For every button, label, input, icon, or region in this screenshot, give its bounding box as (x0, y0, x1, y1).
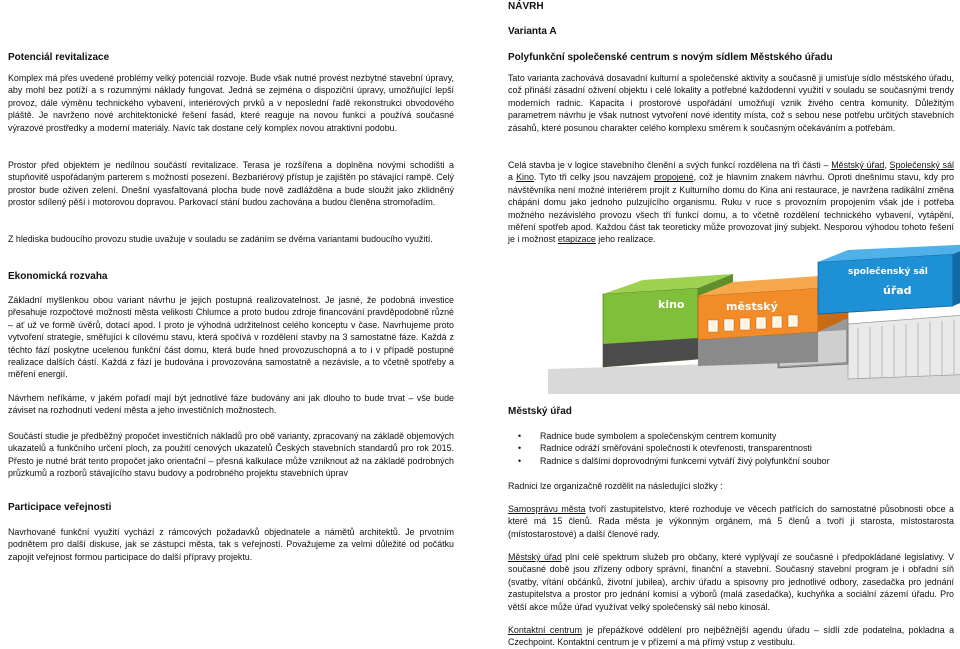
paragraph-participace: Navrhované funkční využití vychází z rámcových požadavků objednatele a námětů architektů. Je prvotním podnětem pro další diskuse, jak se zástupci města, tak s veřejností. Považujeme za velmi důležité od počátku zapojit veřejnost formou participace do další přípravy projektu. (8, 527, 454, 562)
paragraph-prostor: Prostor před objektem je nedílnou součástí revitalizace. Terasa je rozšířena a doplněna novými schodišti a stupňovitě uspořádaným parterem s možností posezení. Bezbariérový přístup je zajištěn po stávající rampě. Celý prostor bude oživen zelení. Dnešní vyasfaltovaná plocha bude nově zadlážděna a bude sloužit jako zklidněný prostor sdílený pěší i motorovou dopravou. Parkovací stání budou zachována a budou členěna stromořadím. (8, 160, 454, 208)
label-urad: úřad (883, 284, 912, 297)
label-kino: kino (658, 298, 685, 311)
paragraph-urad: Městský úřad plní celé spektrum služeb pro občany, které vyplývají ze současné i předpokládané legislativy. V současné době jsou zřízeny odbory správní, finanční a stavební. Současný stavební program je i obřadní síň (svatby, vítání občánků, životní jubilea), archiv úřadu a spisovny pro jednotlivé odbory, zasedačka pro jednání zastupitelstva a prostor pro jednání komisí a výborů (malá zasedačka), kuchyňka a sociální zázemí úřadu. Pro větší akce může úřad využívat velký společenský sál nebo kinosál. (508, 552, 954, 612)
paragraph-varianty: Z hlediska budoucího provozu studie uvažuje v souladu se zadáním se dvěma variantami budoucího využití. (8, 234, 433, 244)
heading-varianta: Varianta A (508, 26, 557, 37)
bullet-list (508, 430, 960, 467)
heading-participace: Participace veřejnosti (8, 502, 112, 513)
paragraph-potencial: Komplex má přes uvedené problémy velký potenciál rozvoje. Bude však nutné provést nezbytné stavební úpravy, aby mohl bez potíží a s rozumnými náklady fungovat. Jedná se zejména o dispoziční úpravy, umožňující lepší provoz, dále výměnu technického vybavení, interiérových prvků a v neposlední řadě rekonstrukci obvodového pláště. Je navrženo nové architektonické řešení fasád, které reaguje na novou funkci a používá současné výrazové prostředky a moderní materiály. Navíc tak dostane celý komplex novou atraktivní podobu. (8, 73, 454, 133)
label-spolecensky-sal: společenský sál (848, 267, 928, 277)
paragraph-varianta-a: Tato varianta zachovává dosavadní kulturní a společenské aktivity a současně ji umisťuje sídlo městského úřadu, což přináší zásadní oživení objektu i celé lokality a potřebné každodenní využití v souladu se současnými trendy moderních radnic. Kapacita i prostorové uspořádání umožňují vznik živého centra komunity. Důležitým parametrem návrhu je však nutnost vytvoření nové identity místa, což s sebou nese potřebu určitých stavebních zásahů, které posunou charakter celého komplexu směrem k současným očekáváním a potřebám. (508, 73, 954, 133)
list-item: • Radnice s dalšími doprovodnými funkcemi vytváří živý polyfunkční soubor (540, 455, 960, 467)
heading-navrh: NÁVRH (508, 1, 544, 12)
paragraph-kontaktni-centrum: Kontaktní centrum je přepážkové oddělení pro nejběžnější agendu úřadu – sídlí zde podatelna, pokladna a Czechpoint. Kontaktní centrum je v přízemí a má přímý vstup z vestibulu. (508, 625, 955, 648)
building-illustration (548, 244, 960, 394)
heading-polyfunkcni: Polyfunkční společenské centrum s novým sídlem Městského úřadu (508, 52, 833, 63)
heading-potencial: Potenciál revitalizace (8, 52, 110, 63)
paragraph-cela-stavba: Celá stavba je v logice stavebního členění a svých funkcí rozdělena na tři části – Městský úřad, Společenský sál a Kino. Tyto tři celky jsou navzájem propojené, což je hlavním znakem návrhu. Oproti dnešnímu stavu, kdy pro návštěvníka není možné interiérem projít z Kulturního domu do Kina ani restaurace, je navržena radikální změna chápání domu jako jednoho pulzujícího organismu. Ruku v ruce s provozním propojením však jde i potřeba možného nezávislého provozu všech tří funkcí domu, a to včetně rozdělení technického vybavení, vytápění, měření spotřeb apod. Každou část tak teoreticky může provozovat jiný subjekt. Nesporou výhodou tohoto řešení je i možnost etapizace jeho realizace. (508, 160, 954, 245)
list-item: • Radnice odráží směřování společnosti k otevřenosti, transparentnosti (540, 442, 960, 454)
paragraph-samosprava: Samosprávu města tvoří zastupitelstvo, které rozhoduje ve věcech patřících do samostatné působnosti obce a které má 15 členů. Rada města je výkonným orgánem, má 5 členů a tvoří ji starosta, místostarosta (místostarostové) a další členové rady. (508, 504, 954, 539)
paragraph-ekonomicka: Základní myšlenkou obou variant návrhu je jejich postupná realizovatelnost. Je jasné, že podobná investice přesahuje rozpočtové možnosti města velikosti Chlumce a proto budou zdroje financování pravděpodobně různé – ať už ve formě úvěrů, dotací apod. I proto je výhodná udržitelnost celého konceptu v čase. Navrhujeme proto vytvoření strategie, směřující k cílovému stavu, která spočívá v rozdělení stavby na 3 samostatné fáze. Každá z těchto fází poskytne ucelenou funkční část domu, která bude hned provozuschopná a to i v případě postupné realizace dalších částí. Každá z fází je budována i provozována samostatně a nezávisle, a to včetně spotřeby a měření energií. (8, 295, 454, 380)
paragraph-propocet: Součástí studie je předběžný propočet investičních nákladů pro obě varianty, zpracovaný na základě objemových ukazatelů a funkčního určení ploch, za použití cenových ukazatelů Českých stavebních standardů pro rok 2015. Přesto je nutné brát tento propočet jako orientační – přesná kalkulace může vzniknout až na základě podrobných průzkumů a rozborů stávajícího stavu budovy a podrobného projektu stavebních úprav (8, 431, 454, 479)
paragraph-poradi: Návrhem neříkáme, v jakém pořadí mají být jednotlivé fáze budovány ani jak dlouho to bude trvat – vše bude záviset na rozhodnutí vedení města a jeho investičních možnostech. (8, 393, 454, 416)
label-mestsky: městský (726, 300, 778, 313)
heading-mestsky-urad: Městský úřad (508, 406, 572, 417)
heading-ekonomicka: Ekonomická rozvaha (8, 271, 108, 282)
list-item: • Radnice bude symbolem a společenským centrem komunity (540, 430, 960, 442)
paragraph-slozky: Radnici lze organizačně rozdělit na následující složky : (508, 481, 723, 491)
